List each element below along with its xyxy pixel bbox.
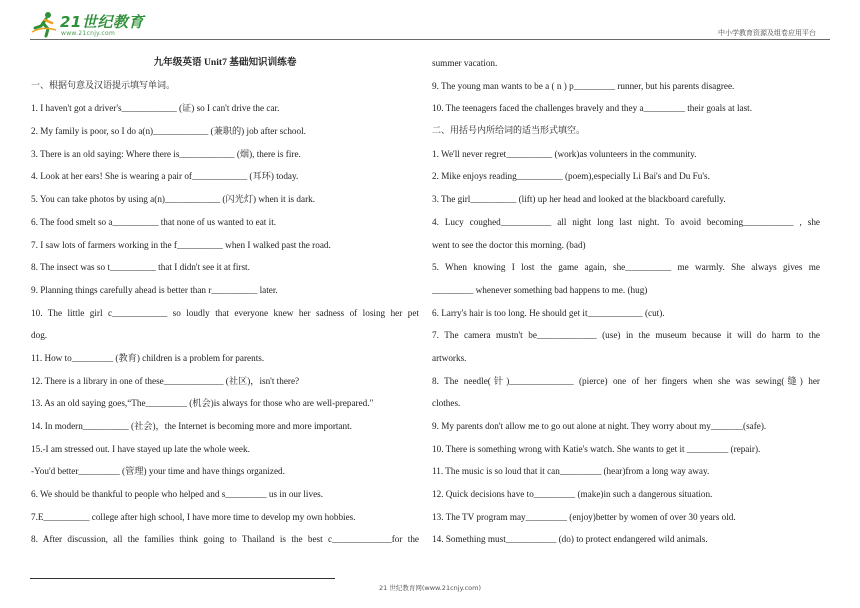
question-line: summer vacation.: [432, 58, 498, 68]
footer-text: 21 世纪教育网(www.21cnjy.com): [379, 584, 481, 592]
question-line: 15.-I am stressed out. I have stayed up late the whole week.: [31, 443, 250, 454]
question-line: went to see the doctor this morning. (bad): [432, 239, 586, 250]
question-line: 9. My parents don't allow me to go out alone at night. They worry about my_______(safe).: [432, 421, 767, 431]
section-heading-2: 二、用括号内所给词的适当形式填空。: [432, 126, 586, 137]
header-divider: [30, 39, 830, 40]
question-line: 3. There is an old saying: Where there is____________ (烟), there is fire.: [31, 148, 301, 159]
question-line: 11. The music is so loud that it can_________ (hear)from a long way away.: [432, 466, 710, 477]
page-header: [0, 0, 860, 44]
footer-divider: [30, 578, 335, 579]
running-figure-icon: [30, 10, 58, 38]
question-line: 5. You can take photos by using a(n)____________ (闪光灯) when it is dark.: [31, 194, 316, 205]
question-line: -You'd better_________ (管理) your time and have things organized.: [31, 466, 285, 477]
question-line: 11. How to_________ (教育) children is a problem for parents.: [31, 352, 265, 363]
brand-text: 21世纪教育: [60, 13, 144, 31]
question-line: clothes.: [432, 398, 461, 409]
question-line: 14. In modern__________ (社会)，the Internet is becoming more and more important.: [31, 421, 352, 431]
question-line: 14. Something must___________ (do) to protect endangered wild animals.: [432, 534, 708, 545]
question-line: 7. The camera mustn't be_____________ (use) in the museum because it will do harm to the: [432, 330, 820, 341]
question-line: 2. My family is poor, so I do a(n)____________ (兼职的) job after school.: [31, 126, 306, 137]
question-line: _________ whenever something bad happens to me. (hug): [432, 284, 648, 295]
site-logo: [30, 8, 150, 42]
left-column: [31, 52, 419, 551]
question-line: 9. The young man wants to be a ( n ) p_________ runner, but his parents disagree.: [432, 80, 735, 91]
question-line: 13. The TV program may_________ (enjoy)better by women of over 30 years old.: [432, 511, 736, 522]
question-line: 6. The food smelt so a__________ that none of us wanted to eat it.: [31, 216, 277, 227]
section-heading-1: 一、根据句意及汉语提示填写单词。: [31, 80, 176, 91]
question-line: 6. Larry's hair is too long. He should get it____________ (cut).: [432, 307, 665, 318]
question-line: 9. Planning things carefully ahead is better than r__________ later.: [31, 284, 278, 295]
question-line: 12. There is a library in one of these_____________ (社区)，isn't there?: [31, 375, 300, 386]
question-line: 1. I haven't got a driver's____________ (证) so I can't drive the car.: [31, 103, 280, 114]
worksheet-title: 九年级英语 Unit7 基础知识训练卷: [153, 57, 297, 68]
question-line: 7. I saw lots of farmers working in the f__________ when I walked past the road.: [31, 239, 331, 250]
question-line: 10. There is something wrong with Katie's watch. She wants to get it _________ (repair).: [432, 443, 761, 454]
question-line: 1. We'll never regret__________ (work)as volunteers in the community.: [432, 148, 697, 159]
question-line: artworks.: [432, 352, 467, 363]
question-line: 8. The insect was so t__________ that I didn't see it at first.: [31, 262, 250, 273]
question-line: 4. Look at her ears! She is wearing a pair of____________ (耳环) today.: [31, 171, 299, 182]
site-name: 中小学教育资源及组卷应用平台: [718, 29, 816, 37]
question-line: 10. The little girl c____________ so loudly that everyone knew her sadness of losing her pet: [31, 307, 419, 318]
question-line: 8. After discussion, all the families think going to Thailand is the best c_____________for the: [31, 534, 419, 545]
question-line: 10. The teenagers faced the challenges bravely and they a_________ their goals at last.: [432, 103, 753, 114]
question-line: 3. The girl__________ (lift) up her head and looked at the blackboard carefully.: [432, 194, 726, 205]
question-line: 12. Quick decisions have to_________ (make)in such a dangerous situation.: [432, 489, 713, 500]
question-line: 7.E__________ college after high school, I have more time to develop my own hobbies.: [31, 511, 356, 522]
right-column: [432, 52, 820, 551]
question-line: 4. Lucy coughed___________ all night long last night. To avoid becoming___________ , she: [432, 216, 820, 227]
question-line: 8. The needle(针)______________ (pierce) one of her fingers when she was sewing(缝) her: [432, 375, 820, 386]
question-line: 2. Mike enjoys reading__________ (poem),especially Li Bai's and Du Fu's.: [432, 171, 710, 182]
brand-url: www.21cnjy.com: [61, 30, 116, 37]
question-line: dog.: [31, 330, 48, 341]
question-line: 5. When knowing I lost the game again, she__________ me warmly. She always gives me: [432, 262, 820, 273]
question-line: 6. We should be thankful to people who helped and s_________ us in our lives.: [31, 489, 324, 500]
question-line: 13. As an old saying goes,“The_________ (机会)is always for those who are well-prepared.": [31, 398, 374, 409]
